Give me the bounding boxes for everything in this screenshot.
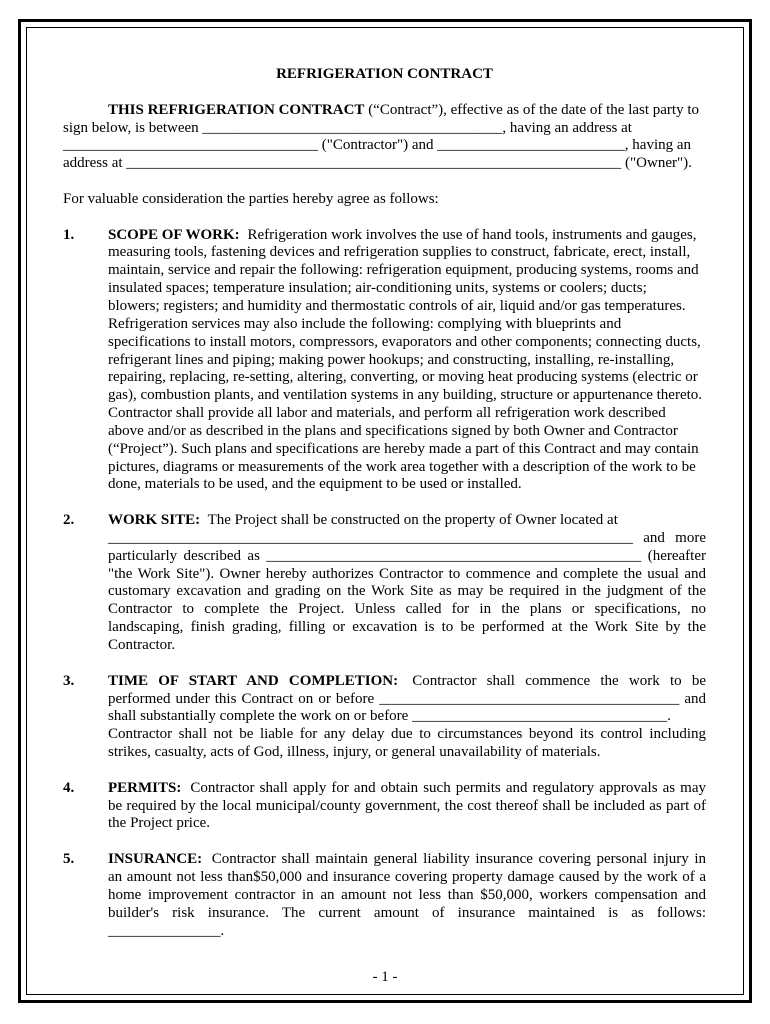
document-title: REFRIGERATION CONTRACT bbox=[276, 66, 493, 82]
insurance-line bbox=[108, 851, 706, 869]
section-number: 3. bbox=[63, 672, 75, 689]
scope-of-work-line: measuring tools, fastening devices and refrigeration supplies to construct, fabricate, erect, install, bbox=[108, 244, 691, 261]
permits-line: the Project price. bbox=[108, 815, 211, 832]
scope-of-work-line: Contractor shall provide all labor and materials, and perform all refrigeration work described bbox=[108, 405, 666, 422]
scope-of-work-line: pictures, diagrams or measurements of the work area together with a description of the work to be bbox=[108, 458, 696, 475]
work-site-line: ______________________________________________________________________ and more bbox=[108, 529, 706, 546]
scope-of-work-line: done, materials to be used, and the equipment to be used or installed. bbox=[108, 476, 522, 493]
work-site-line: particularly described as __________________________________________________ (hereafter bbox=[108, 547, 706, 564]
work-site-line: customary excavation and grading on the Work Site as may be required in the judgment of the bbox=[108, 583, 706, 600]
time-of-start-line: performed under this Contract on or before ________________________________________ and bbox=[108, 690, 706, 707]
intro-lead: THIS REFRIGERATION CONTRACT bbox=[108, 101, 365, 118]
section-permits bbox=[63, 780, 706, 834]
scope-of-work-line: maintain, service and repair the following: refrigeration equipment, producing systems, rooms and bbox=[108, 262, 699, 279]
section-number: 2. bbox=[63, 512, 75, 529]
scope-of-work-line: gas), combustion plants, and ventilation systems in any building, structure or appurtenance thereto. bbox=[108, 387, 703, 404]
scope-of-work-line: blowers; registers; and humidity and thermostatic controls of air, liquid and/or gas temperatures. bbox=[108, 297, 686, 314]
time-of-start-line: shall substantially complete the work on or before __________________________________. bbox=[108, 708, 671, 725]
intro-line: sign below, is between ________________________________________, having an address at bbox=[63, 119, 632, 136]
scope-of-work-line: (“Project”). Such plans and specifications are hereby made a part of this Contract and may contain bbox=[108, 440, 699, 457]
section-work-site bbox=[63, 512, 706, 655]
insurance-line: an amount not less than$50,000 and insurance covering property damage caused by the work of a bbox=[108, 868, 706, 885]
intro-paragraph bbox=[63, 102, 706, 173]
time-of-start-text: Contractor shall commence the work to be bbox=[402, 672, 706, 689]
section-number: 4. bbox=[63, 779, 75, 796]
work-site-line bbox=[108, 512, 706, 530]
time-of-start-line: Contractor shall not be liable for any delay due to circumstances beyond its control including bbox=[108, 726, 706, 743]
section-number: 5. bbox=[63, 851, 75, 868]
permits-text: Contractor shall apply for and obtain such permits and regulatory approvals as may bbox=[185, 779, 706, 796]
work-site-line: Contractor. bbox=[108, 637, 176, 653]
work-site-text: The Project shall be constructed on the property of Owner located at bbox=[204, 512, 618, 529]
insurance-line: _______________. bbox=[108, 922, 225, 939]
scope-of-work-line: Refrigeration services may also include the following: complying with blueprints and bbox=[108, 315, 622, 332]
scope-of-work-line: specifications to install motors, compressors, evaporators and other components; connecting ducts, bbox=[108, 333, 701, 350]
document-body bbox=[63, 66, 706, 940]
intro-line-text: (“Contract”), effective as of the date of the last party to bbox=[364, 101, 700, 118]
section-number: 1. bbox=[63, 226, 75, 243]
scope-of-work-heading: SCOPE OF WORK: bbox=[108, 226, 240, 243]
scope-of-work-line bbox=[108, 227, 706, 245]
permits-line: be required by the local municipal/county government, the cost thereof shall be included as part of bbox=[108, 797, 706, 814]
section-scope-of-work bbox=[63, 227, 706, 495]
scope-of-work-text: Refrigeration work involves the use of hand tools, instruments and gauges, bbox=[243, 226, 697, 243]
scope-of-work-line: above and/or as described in the plans and specifications signed by both Owner and Contractor bbox=[108, 422, 678, 439]
section-time-of-start bbox=[63, 673, 706, 762]
section-insurance bbox=[63, 851, 706, 940]
work-site-line: landscaping, finish grading, filling or excavation is to be performed at the Work Site by the bbox=[108, 619, 706, 636]
work-site-line: Contractor to complete the Project. Unless called for in the plans or specifications, no bbox=[108, 601, 706, 618]
intro-line: address at __________________________________________________________________ ("Owner"). bbox=[63, 155, 692, 172]
intro-line bbox=[63, 102, 706, 120]
time-of-start-heading: TIME OF START AND COMPLETION: bbox=[108, 672, 399, 689]
insurance-text: Contractor shall maintain general liability insurance covering personal injury in bbox=[206, 851, 706, 868]
permits-heading: PERMITS: bbox=[108, 779, 182, 796]
work-site-heading: WORK SITE: bbox=[108, 512, 201, 529]
insurance-line: home improvement contractor in an amount not less than $50,000, workers compensation and bbox=[108, 886, 706, 903]
insurance-heading: INSURANCE: bbox=[108, 851, 203, 868]
scope-of-work-line: repairing, replacing, re-setting, altering, converting, or moving heat producing systems (electric or bbox=[108, 369, 698, 386]
scope-of-work-line: refrigerant lines and piping; making power hookups; and constructing, installing, re-installing, bbox=[108, 351, 675, 368]
permits-line bbox=[108, 780, 706, 798]
insurance-line: builder's risk insurance. The current amount of insurance maintained is as follows: bbox=[108, 904, 706, 921]
intro-line: __________________________________ ("Contractor") and _________________________, having an bbox=[63, 137, 692, 154]
scope-of-work-line: insulated spaces; temperature insulation; air-conditioning units, systems or coolers; ducts; bbox=[108, 280, 647, 297]
work-site-line: "the Work Site"). Owner hereby authorizes Contractor to commence and complete the usual and bbox=[108, 565, 706, 582]
consideration-statement: For valuable consideration the parties hereby agree as follows: bbox=[63, 190, 439, 207]
time-of-start-line: strikes, casualty, acts of God, illness, injury, or general unavailability of materials. bbox=[108, 744, 601, 761]
page-number: - 1 - bbox=[372, 969, 398, 985]
time-of-start-line bbox=[108, 673, 706, 691]
